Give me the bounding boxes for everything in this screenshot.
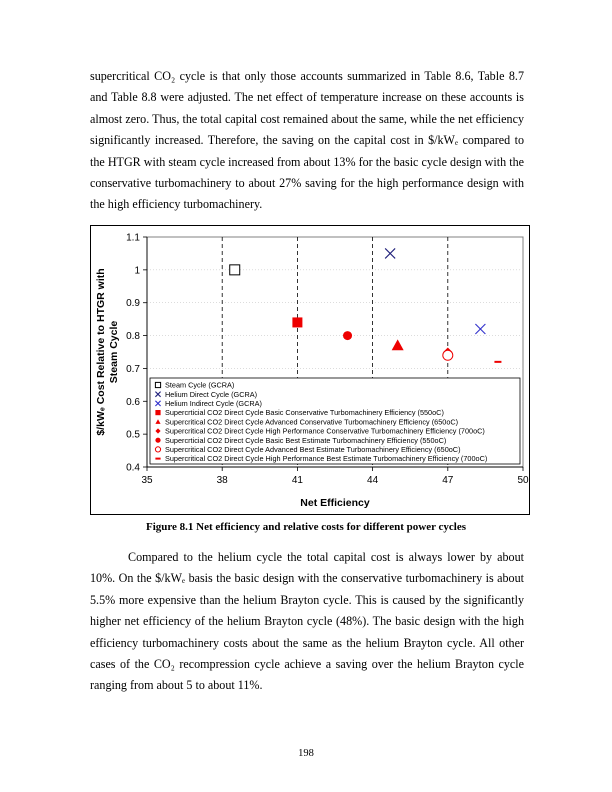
y-tick-label: 0.5 — [126, 429, 140, 441]
legend-label-8: Supercritical CO2 Direct Cycle Advanced Best Estimate Turbomachinery Efficiency (650oC) — [165, 445, 461, 454]
figure-caption: Figure 8.1 Net efficiency and relative costs for different power cycles — [145, 521, 467, 533]
y-axis-title-line-2: Steam Cycle — [108, 320, 120, 384]
body-paragraph-2-text: Compared to the helium cycle the total capital cost is always lower by about 10%. On the $/kWₑ basis the basic design with the conservative turbomachinery is about 5.5% more expensive than the helium Brayton cycle. This is caused by the significantly higher net efficiency of the helium Brayton cycle (48%). The basic design with the high efficiency turbomachinery costs about the same as the helium Brayton cycle. All other cases of the CO₂ recompression cycle achieve a saving over the helium Brayton cycle ranging from about 5 to about 11%. — [90, 550, 524, 693]
legend-entry-5 — [155, 417, 458, 426]
y-tick-label: 0.4 — [126, 462, 140, 474]
legend-entry-3 — [155, 399, 262, 408]
body-paragraph-1: supercritical CO₂ cycle is that only those accounts summarized in Table 8.6, Table 8.7 and Table 8.8 were adjusted. The net effect of temperature increase on these accounts is almost zero. Thus, the total capital cost remained about the same, while the net efficiency significantly increased. Therefore, the saving on the capital cost in $/kWₑ compared to the HTGR with steam cycle increased from about 13% for the basic cycle design with the conservative turbomachinery to about 27% saving for the high performance design with the high efficiency turbomachinery. — [90, 69, 524, 212]
y-tick-label: 0.9 — [126, 298, 140, 310]
page-number: 198 — [298, 748, 314, 759]
legend-label-7: Supercrticial CO2 Direct Cycle Basic Best Estimate Turbomachinery Efficiency (550oC) — [165, 435, 447, 445]
legend-marker-8 — [155, 447, 160, 452]
x-axis-title: Net Efficiency — [300, 497, 370, 509]
x-tick-label: 38 — [216, 475, 228, 486]
data-point-8 — [443, 350, 453, 360]
legend-label-2: Helium Direct Cycle (GCRA) — [165, 389, 258, 399]
legend-entry-2 — [155, 390, 257, 399]
y-axis-title-line-1: $/kWₑ Cost Relative to HTGR with — [95, 268, 107, 436]
figure-chart — [90, 225, 530, 515]
legend — [150, 378, 520, 464]
y-tick-label: 1.1 — [126, 232, 140, 244]
data-point-4 — [292, 317, 302, 327]
x-tick-label: 35 — [141, 475, 153, 486]
y-tick-label: 0.8 — [126, 331, 140, 343]
data-point-1 — [230, 265, 240, 275]
legend-entry-9 — [155, 454, 487, 463]
legend-label-3: Helium Indirect Cycle (GCRA) — [165, 399, 262, 408]
legend-label-9: Supercritical CO2 Direct Cycle High Performance Best Estimate Turbomachinery Efficiency (700oC) — [165, 454, 488, 464]
legend-entry-6 — [155, 427, 484, 436]
legend-label-4: Supercrticial CO2 Direct Cycle Basic Conservative Turbomachinery Efficiency (550oC) — [165, 408, 444, 418]
legend-entry-8 — [155, 445, 460, 454]
y-tick-label: 0.6 — [126, 396, 140, 408]
body-paragraph-2 — [90, 547, 524, 697]
x-tick-label: 50 — [517, 475, 529, 486]
x-tick-label: 44 — [367, 475, 379, 486]
y-tick-label: 1 — [134, 265, 140, 277]
legend-label-1: Steam Cycle (GCRA) — [165, 380, 235, 390]
legend-label-5: Supercritical CO2 Direct Cycle Advanced Conservative Turbomachinery Efficiency (650oC) — [165, 417, 459, 427]
data-point-7 — [343, 331, 352, 340]
legend-entry-1 — [155, 381, 234, 390]
legend-marker-7 — [155, 438, 160, 443]
legend-entry-7 — [155, 436, 446, 445]
legend-label-6: Supercritical CO2 Direct Cycle High Performance Conservative Turbomachinery Efficiency (700oC) — [165, 426, 485, 436]
legend-entry-4 — [155, 408, 443, 417]
x-tick-label: 41 — [291, 475, 303, 486]
y-tick-label: 0.7 — [126, 363, 140, 375]
legend-marker-4 — [155, 410, 160, 415]
x-tick-label: 47 — [442, 475, 454, 486]
legend-marker-1 — [155, 382, 160, 387]
